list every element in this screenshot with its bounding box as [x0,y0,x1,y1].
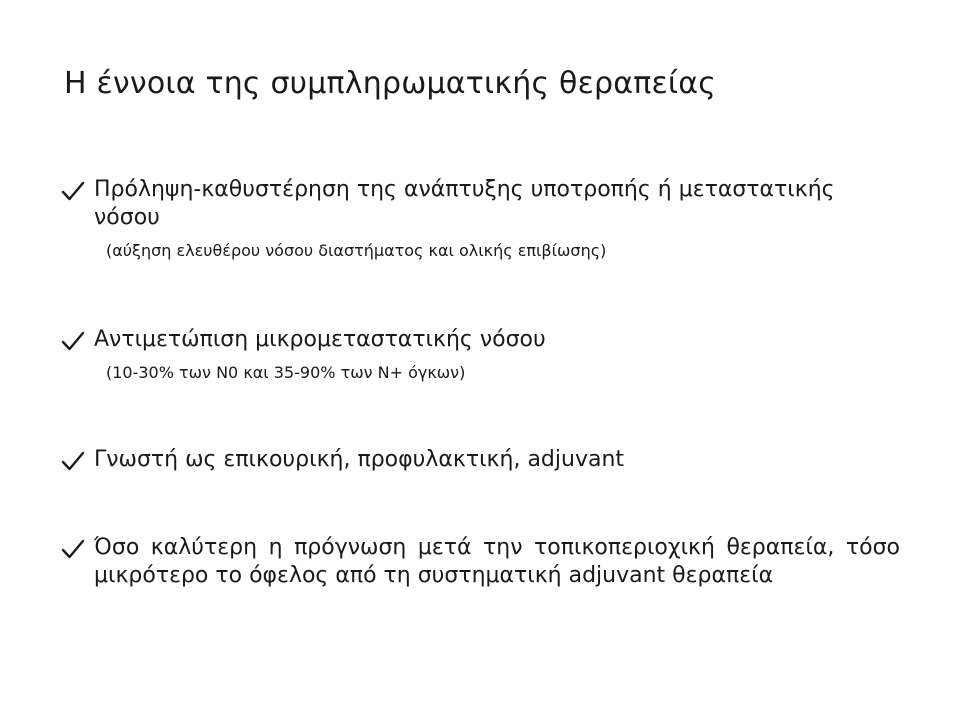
bullet-item [60,326,900,384]
bullet-subtext: (αύξηση ελευθέρου νόσου διαστήματος και ολικής επιβίωσης) [106,241,607,260]
bullet-subtext: (10-30% των Ν0 και 35-90% των Ν+ όγκων) [106,363,466,382]
check-icon [60,179,86,203]
slide-title: Η έννοια της συμπληρωματικής θεραπείας [64,66,717,101]
check-icon [60,537,86,561]
check-icon [60,329,86,353]
bullet-item [60,534,900,590]
bullet-text: Αντιμετώπιση μικρομεταστατικής νόσου [94,327,546,352]
bullet-item [60,176,900,262]
bullet-item [60,446,900,474]
bullet-text: Γνωστή ως επικουρική, προφυλακτική, adjuvant [94,447,625,472]
check-icon [60,449,86,473]
bullet-text: Πρόληψη-καθυστέρηση της ανάπτυξης υποτροπής ή μεταστατικής νόσου [94,177,835,230]
bullet-text: Όσο καλύτερη η πρόγνωση μετά την τοπικοπεριοχική θεραπεία, τόσο μικρότερο το όφελος από τη συστηματική adjuvant θεραπεία [94,535,900,588]
